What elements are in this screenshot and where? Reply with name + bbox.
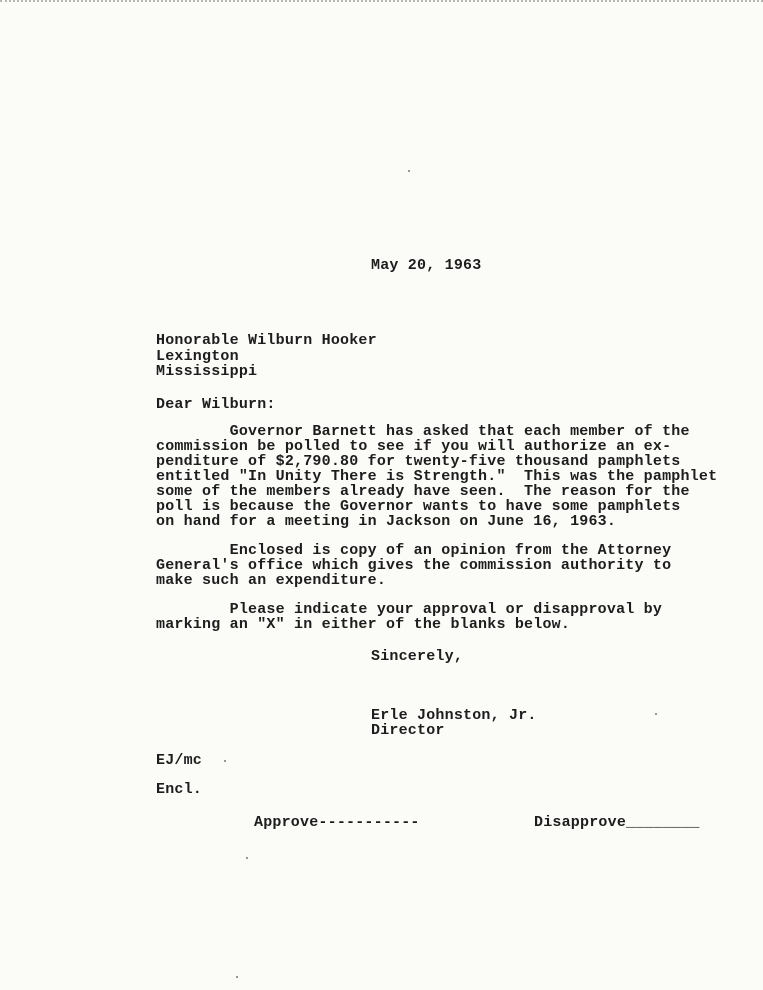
recipient-name: Honorable Wilburn Hooker xyxy=(156,332,377,349)
ink-speck xyxy=(408,170,410,172)
enclosure-notation: Encl. xyxy=(156,781,203,798)
paragraph-line: make such an expenditure. xyxy=(156,572,387,589)
paragraph-line: Please indicate your approval or disapproval by xyxy=(156,601,663,618)
letter-date: May 20, 1963 xyxy=(371,257,482,274)
ink-speck xyxy=(655,713,657,715)
signer-name: Erle Johnston, Jr. xyxy=(371,707,537,724)
paragraph-line: penditure of $2,790.80 for twenty-five thousand pamphlets xyxy=(156,453,681,470)
ink-speck xyxy=(246,857,248,859)
page-top-edge xyxy=(0,0,763,8)
paragraph-line: Enclosed is copy of an opinion from the Attorney xyxy=(156,542,672,559)
disapprove-blank: Disapprove________ xyxy=(534,814,700,831)
paragraph-line: Governor Barnett has asked that each member of the xyxy=(156,423,690,440)
paragraph-line: entitled "In Unity There is Strength." This was the pamphlet xyxy=(156,468,718,485)
paragraph-line: General's office which gives the commission authority to xyxy=(156,557,672,574)
closing: Sincerely, xyxy=(371,648,464,665)
salutation: Dear Wilburn: xyxy=(156,396,276,413)
recipient-state: Mississippi xyxy=(156,363,258,380)
recipient-city: Lexington xyxy=(156,348,239,365)
paragraph-line: marking an "X" in either of the blanks below. xyxy=(156,616,571,633)
paragraph-line: commission be polled to see if you will authorize an ex- xyxy=(156,438,672,455)
typist-initials: EJ/mc xyxy=(156,752,203,769)
ink-speck xyxy=(236,976,238,978)
signer-title: Director xyxy=(371,722,445,739)
paragraph-line: some of the members already have seen. The reason for the xyxy=(156,483,690,500)
paragraph-line: on hand for a meeting in Jackson on June 16, 1963. xyxy=(156,513,617,530)
approve-blank: Approve----------- xyxy=(254,814,420,831)
paragraph-line: poll is because the Governor wants to have some pamphlets xyxy=(156,498,681,515)
ink-speck xyxy=(224,760,226,762)
